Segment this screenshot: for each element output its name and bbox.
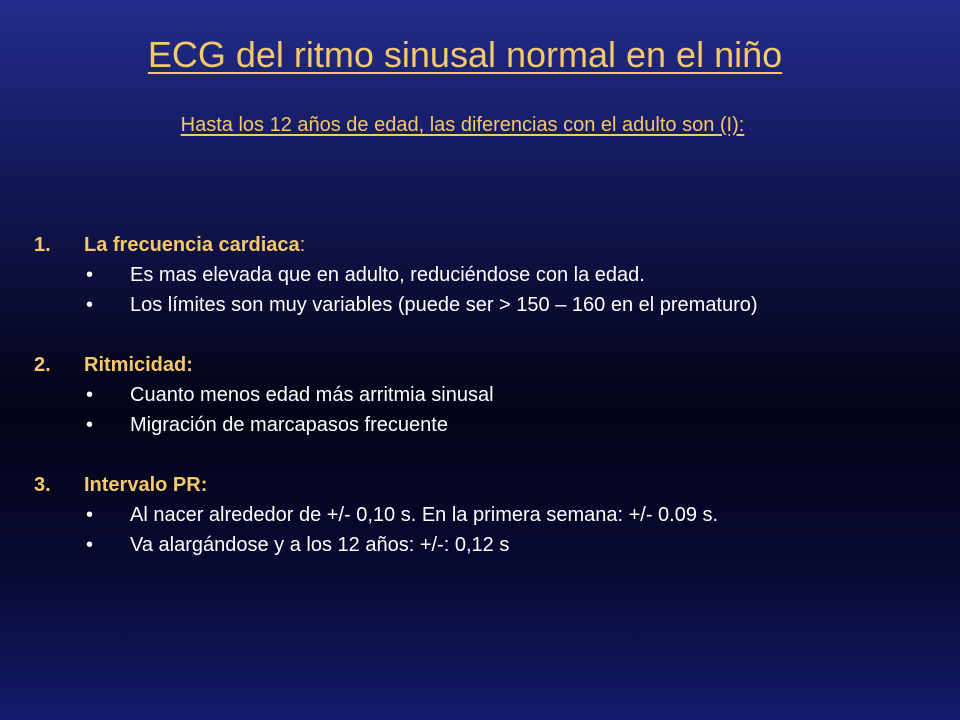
section-heading-text: Ritmicidad: — [84, 354, 193, 376]
section-number: 3. — [34, 474, 51, 496]
section-heading-text: Intervalo PR: — [84, 474, 208, 496]
section-heading — [34, 230, 934, 260]
bullet-dot: • — [86, 504, 94, 526]
bullet-dot: • — [86, 294, 94, 316]
section-heading-suffix: : — [299, 234, 306, 256]
bullet-text: Va alargándose y a los 12 años: +/-: 0,12 s — [130, 534, 510, 556]
bullet-dot: • — [86, 414, 94, 436]
bullet-dot: • — [86, 384, 94, 406]
section-number: 1. — [34, 234, 51, 256]
section-rhythmicity — [34, 350, 934, 440]
bullet-item — [34, 500, 934, 530]
section-pr-interval — [34, 470, 934, 560]
slide-subtitle: Hasta los 12 años de edad, las diferencias con el adulto son (I): — [180, 114, 745, 136]
section-heading-text: La frecuencia cardiaca — [84, 234, 300, 256]
bullet-dot: • — [86, 264, 94, 286]
bullet-item — [34, 410, 934, 440]
section-heart-rate — [34, 230, 934, 320]
slide-title: ECG del ritmo sinusal normal en el niño — [147, 34, 783, 75]
bullet-item — [34, 380, 934, 410]
bullet-item — [34, 290, 934, 320]
section-list — [34, 230, 934, 590]
section-number: 2. — [34, 354, 51, 376]
bullet-item — [34, 260, 934, 290]
bullet-text: Es mas elevada que en adulto, reduciéndose con la edad. — [130, 264, 645, 286]
bullet-item — [34, 530, 934, 560]
section-heading — [34, 470, 934, 500]
bullet-text: Los límites son muy variables (puede ser > 150 – 160 en el prematuro) — [130, 294, 758, 316]
bullet-dot: • — [86, 534, 94, 556]
bullet-text: Migración de marcapasos frecuente — [130, 414, 448, 436]
section-heading — [34, 350, 934, 380]
bullet-text: Cuanto menos edad más arritmia sinusal — [130, 384, 494, 406]
bullet-text: Al nacer alrededor de +/- 0,10 s. En la primera semana: +/- 0.09 s. — [130, 504, 719, 526]
